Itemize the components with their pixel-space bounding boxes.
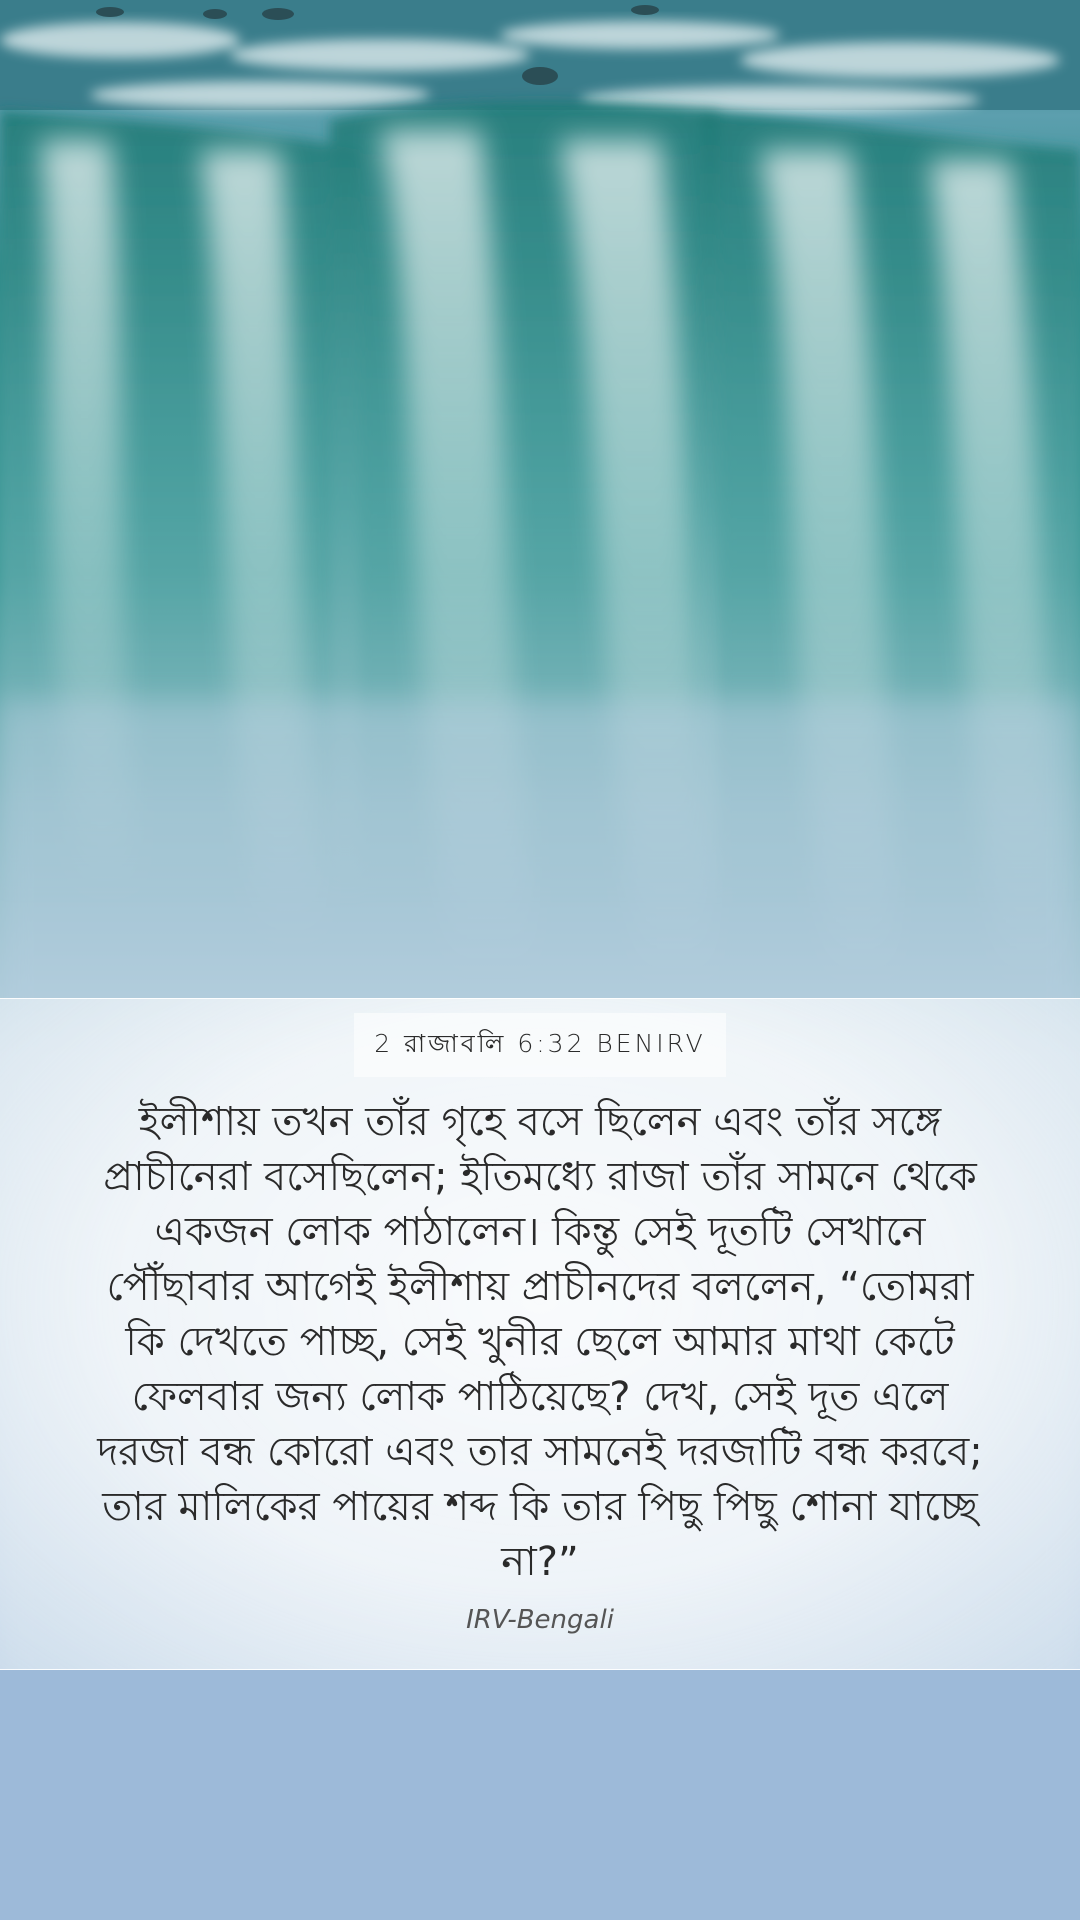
reference-badge [354,1013,726,1077]
bible-version: IRV-Bengali [466,1605,614,1635]
verse-text: ইলীশায় তখন তাঁর গৃহে বসে ছিলেন এবং তাঁর সঙ্গে প্রাচীনেরা বসেছিলেন; ইতিমধ্যে রাজা তাঁর সামনে থেকে একজন লোক পাঠালেন। কিন্তু সেই দূতটি সেখানে পৌঁছাবার আগেই ইলীশায় প্রাচীনদের বললেন, “তোমরা কি দেখতে পাচ্ছ, সেই খুনীর ছেলে আমার মাথা কেটে ফেলবার জন্য লোক পাঠিয়েছে? দেখ, সেই দূত এলে দরজা বন্ধ কোরো এবং তার সামনেই দরজাটি বন্ধ করবে; তার মালিকের পায়ের শব্দ কি তার পিছু পিছু শোনা যাচ্ছে না?” [97,1099,983,1585]
verse-card [0,998,1080,1670]
verse-reference: 2 রাজাবলি 6:32 BENIRV [374,1028,706,1058]
